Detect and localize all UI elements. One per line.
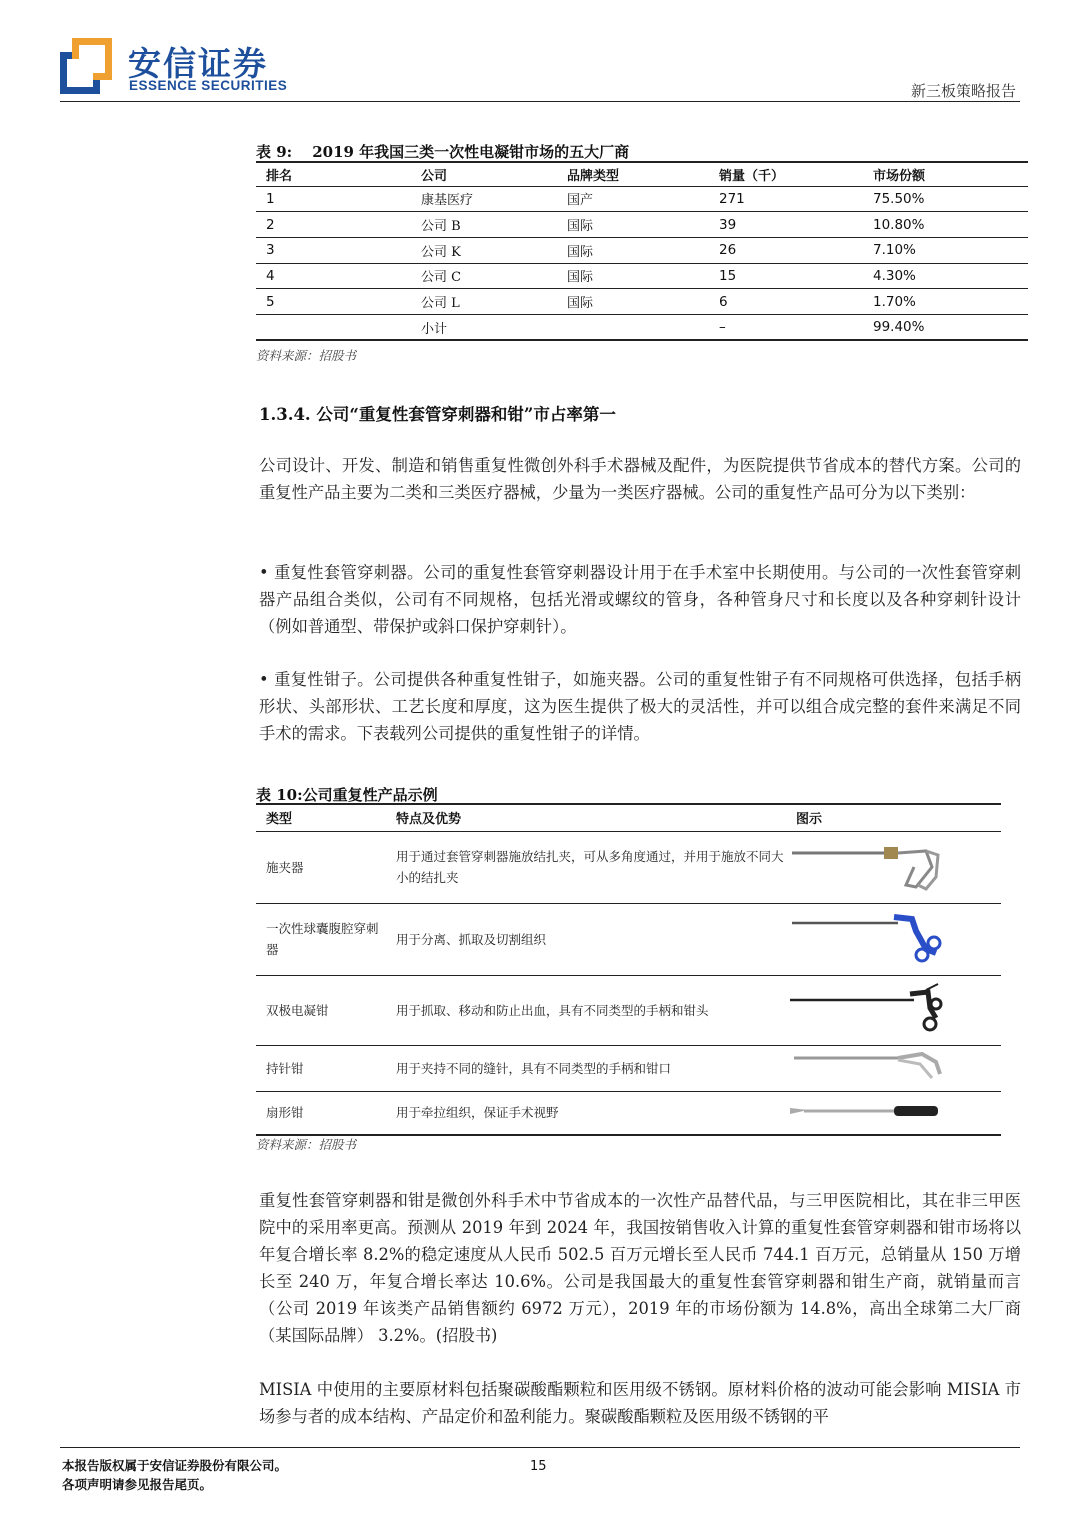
table-cell <box>557 314 709 340</box>
logo-english-name: ESSENCE SECURITIES <box>129 78 288 93</box>
bullet-paragraph: • 重复性钳子。公司提供各种重复性钳子，如施夹器。公司的重复性钳子有不同规格可供选择，包括手柄形状、头部形状、工艺长度和厚度，这为医生提供了极大的灵活性，并可以组合成完整的套件来满足不同手术的需求。下表载列公司提供的重复性钳子的详情。 <box>259 670 1021 743</box>
table9-source: 资料来源：招股书 <box>256 348 357 363</box>
product-type-cell: 施夹器 <box>256 831 386 903</box>
header-divider <box>60 101 1020 102</box>
table-row <box>256 186 1028 212</box>
column-header: 排名 <box>256 162 411 186</box>
copyright-line: 本报告版权属于安信证券股份有限公司。 <box>62 1458 288 1473</box>
table-cell: 10.80% <box>863 212 1028 238</box>
table10-number: 表 10: <box>256 786 303 804</box>
table-cell: 国际 <box>557 289 709 315</box>
column-header: 特点及优势 <box>386 804 786 831</box>
product-feature-cell: 用于夹持不同的缝针，具有不同类型的手柄和钳口 <box>386 1045 786 1091</box>
table-cell: 国际 <box>557 263 709 289</box>
table-cell: 5 <box>256 289 411 315</box>
table-cell: 2 <box>256 212 411 238</box>
product-feature-cell: 用于抓取、移动和防止出血，具有不同类型的手柄和钳头 <box>386 975 786 1045</box>
table-cell: 3 <box>256 237 411 263</box>
product-feature-cell: 用于分离、抓取及切割组织 <box>386 903 786 975</box>
product-type-cell: 双极电凝钳 <box>256 975 386 1045</box>
column-header: 图示 <box>786 804 1001 831</box>
bullet-paragraph: • 重复性套管穿刺器。公司的重复性套管穿刺器设计用于在手术室中长期使用。与公司的一次性套管穿刺器产品组合类似，公司有不同规格，包括光滑或螺纹的管身，各种管身尺寸和长度以及各种穿刺针设计（例如普通型、带保护或斜口保护穿刺针）。 <box>259 563 1021 636</box>
product-feature-cell: 用于通过套管穿刺器施放结扎夹，可从多角度通过，并用于施放不同大小的结扎夹 <box>386 831 786 903</box>
table-cell: 75.50% <box>863 186 1028 212</box>
needle-holder-image <box>786 1048 986 1088</box>
product-type-cell: 持针钳 <box>256 1045 386 1091</box>
essence-logo-icon <box>60 38 112 94</box>
table-cell: 39 <box>709 212 863 238</box>
table9-title: 2019 年我国三类一次性电凝钳市场的五大厂商 <box>312 143 630 161</box>
column-header: 销量（千） <box>709 162 863 186</box>
table-row <box>256 831 1001 903</box>
body-paragraph: 公司设计、开发、制造和销售重复性微创外科手术器械及配件，为医院提供节省成本的替代方案。公司的重复性产品主要为二类和三类医疗器械，少量为一类医疗器械。公司的重复性产品可分为以下类别： <box>259 456 1021 502</box>
body-paragraph: 重复性套管穿刺器和钳是微创外科手术中节省成本的一次性产品替代品，与三甲医院相比，其在非三甲医院中的采用率更高。预测从 2019 年到 2024 年，我国按销售收入计算的重复性套管穿刺器和钳市场将以年复合增长率 8.2%的稳定速度从人民币 502.5 百万元增长至人民币 744.1 百万元，总销量从 150 万增长至 240 万，年复合增长率达 10.6%。公司是我国最大的重复性套管穿刺器和钳生产商，就销量而言（公司 2019 年该类产品销售额约 6972 万元），2019 年的市场份额为 14.8%，高出全球第二大厂商（某国际品牌） 3.2%。(招股书) <box>259 1191 1021 1345</box>
table10-title: 公司重复性产品示例 <box>302 786 438 804</box>
table-cell: 4.30% <box>863 263 1028 289</box>
table-cell: 99.40% <box>863 314 1028 340</box>
table-row <box>256 289 1028 315</box>
table9-number: 表 9: <box>256 143 293 161</box>
table-header-row <box>256 162 1028 186</box>
clip-applier-image <box>786 837 986 897</box>
table-cell: 26 <box>709 237 863 263</box>
bipolar-forceps-image <box>786 980 986 1040</box>
table-cell: 公司 K <box>411 237 557 263</box>
table-cell <box>256 314 411 340</box>
table10-caption <box>256 784 438 805</box>
table-cell: 1.70% <box>863 289 1028 315</box>
table-cell: 271 <box>709 186 863 212</box>
table-cell: 康基医疗 <box>411 186 557 212</box>
disclaimer-line: 各项声明请参见报告尾页。 <box>62 1477 213 1492</box>
table-cell: 公司 B <box>411 212 557 238</box>
table-cell: 小计 <box>411 314 557 340</box>
table-cell: 6 <box>709 289 863 315</box>
fan-retractor-image <box>786 1098 986 1128</box>
table-row <box>256 263 1028 289</box>
product-type-cell: 扇形钳 <box>256 1091 386 1135</box>
footer-divider <box>60 1447 1020 1448</box>
table-cell: 公司 C <box>411 263 557 289</box>
page-header <box>0 0 1080 110</box>
table-row <box>256 903 1001 975</box>
table-cell: 国际 <box>557 212 709 238</box>
table-row <box>256 975 1001 1045</box>
column-header: 市场份额 <box>863 162 1028 186</box>
table-cell: 7.10% <box>863 237 1028 263</box>
product-feature-cell: 用于牵拉组织，保证手术视野 <box>386 1091 786 1135</box>
body-paragraph: MISIA 中使用的主要原材料包括聚碳酸酯颗粒和医用级不锈钢。原材料价格的波动可能会影响 MISIA 市场参与者的成本结构、产品定价和盈利能力。聚碳酸酯颗粒及医用级不锈钢的平 <box>259 1380 1021 1426</box>
product-examples-table <box>256 803 1001 1136</box>
report-type-label: 新三板策略报告 <box>910 82 1016 100</box>
logo-chinese-name: 安信证券 <box>128 44 268 83</box>
balloon-trocar-image <box>786 909 986 969</box>
table9-caption <box>256 141 629 162</box>
table-total-row <box>256 314 1028 340</box>
page-number: 15 <box>530 1459 547 1474</box>
table-cell: 国产 <box>557 186 709 212</box>
table-cell: – <box>709 314 863 340</box>
table-cell: 4 <box>256 263 411 289</box>
table-cell: 公司 L <box>411 289 557 315</box>
table-header-row <box>256 804 1001 831</box>
table-cell: 1 <box>256 186 411 212</box>
table-cell: 国际 <box>557 237 709 263</box>
column-header: 品牌类型 <box>557 162 709 186</box>
table10-source: 资料来源：招股书 <box>256 1137 357 1152</box>
table-row <box>256 212 1028 238</box>
market-share-table <box>256 161 1028 341</box>
table-cell: 15 <box>709 263 863 289</box>
section-heading: 1.3.4. 公司“重复性套管穿刺器和钳”市占率第一 <box>259 405 616 424</box>
table-row <box>256 1091 1001 1135</box>
table-row <box>256 1045 1001 1091</box>
product-type-cell: 一次性球囊腹腔穿刺器 <box>256 903 386 975</box>
footer-disclaimer <box>62 1456 287 1494</box>
column-header: 类型 <box>256 804 386 831</box>
column-header: 公司 <box>411 162 557 186</box>
table-row <box>256 237 1028 263</box>
